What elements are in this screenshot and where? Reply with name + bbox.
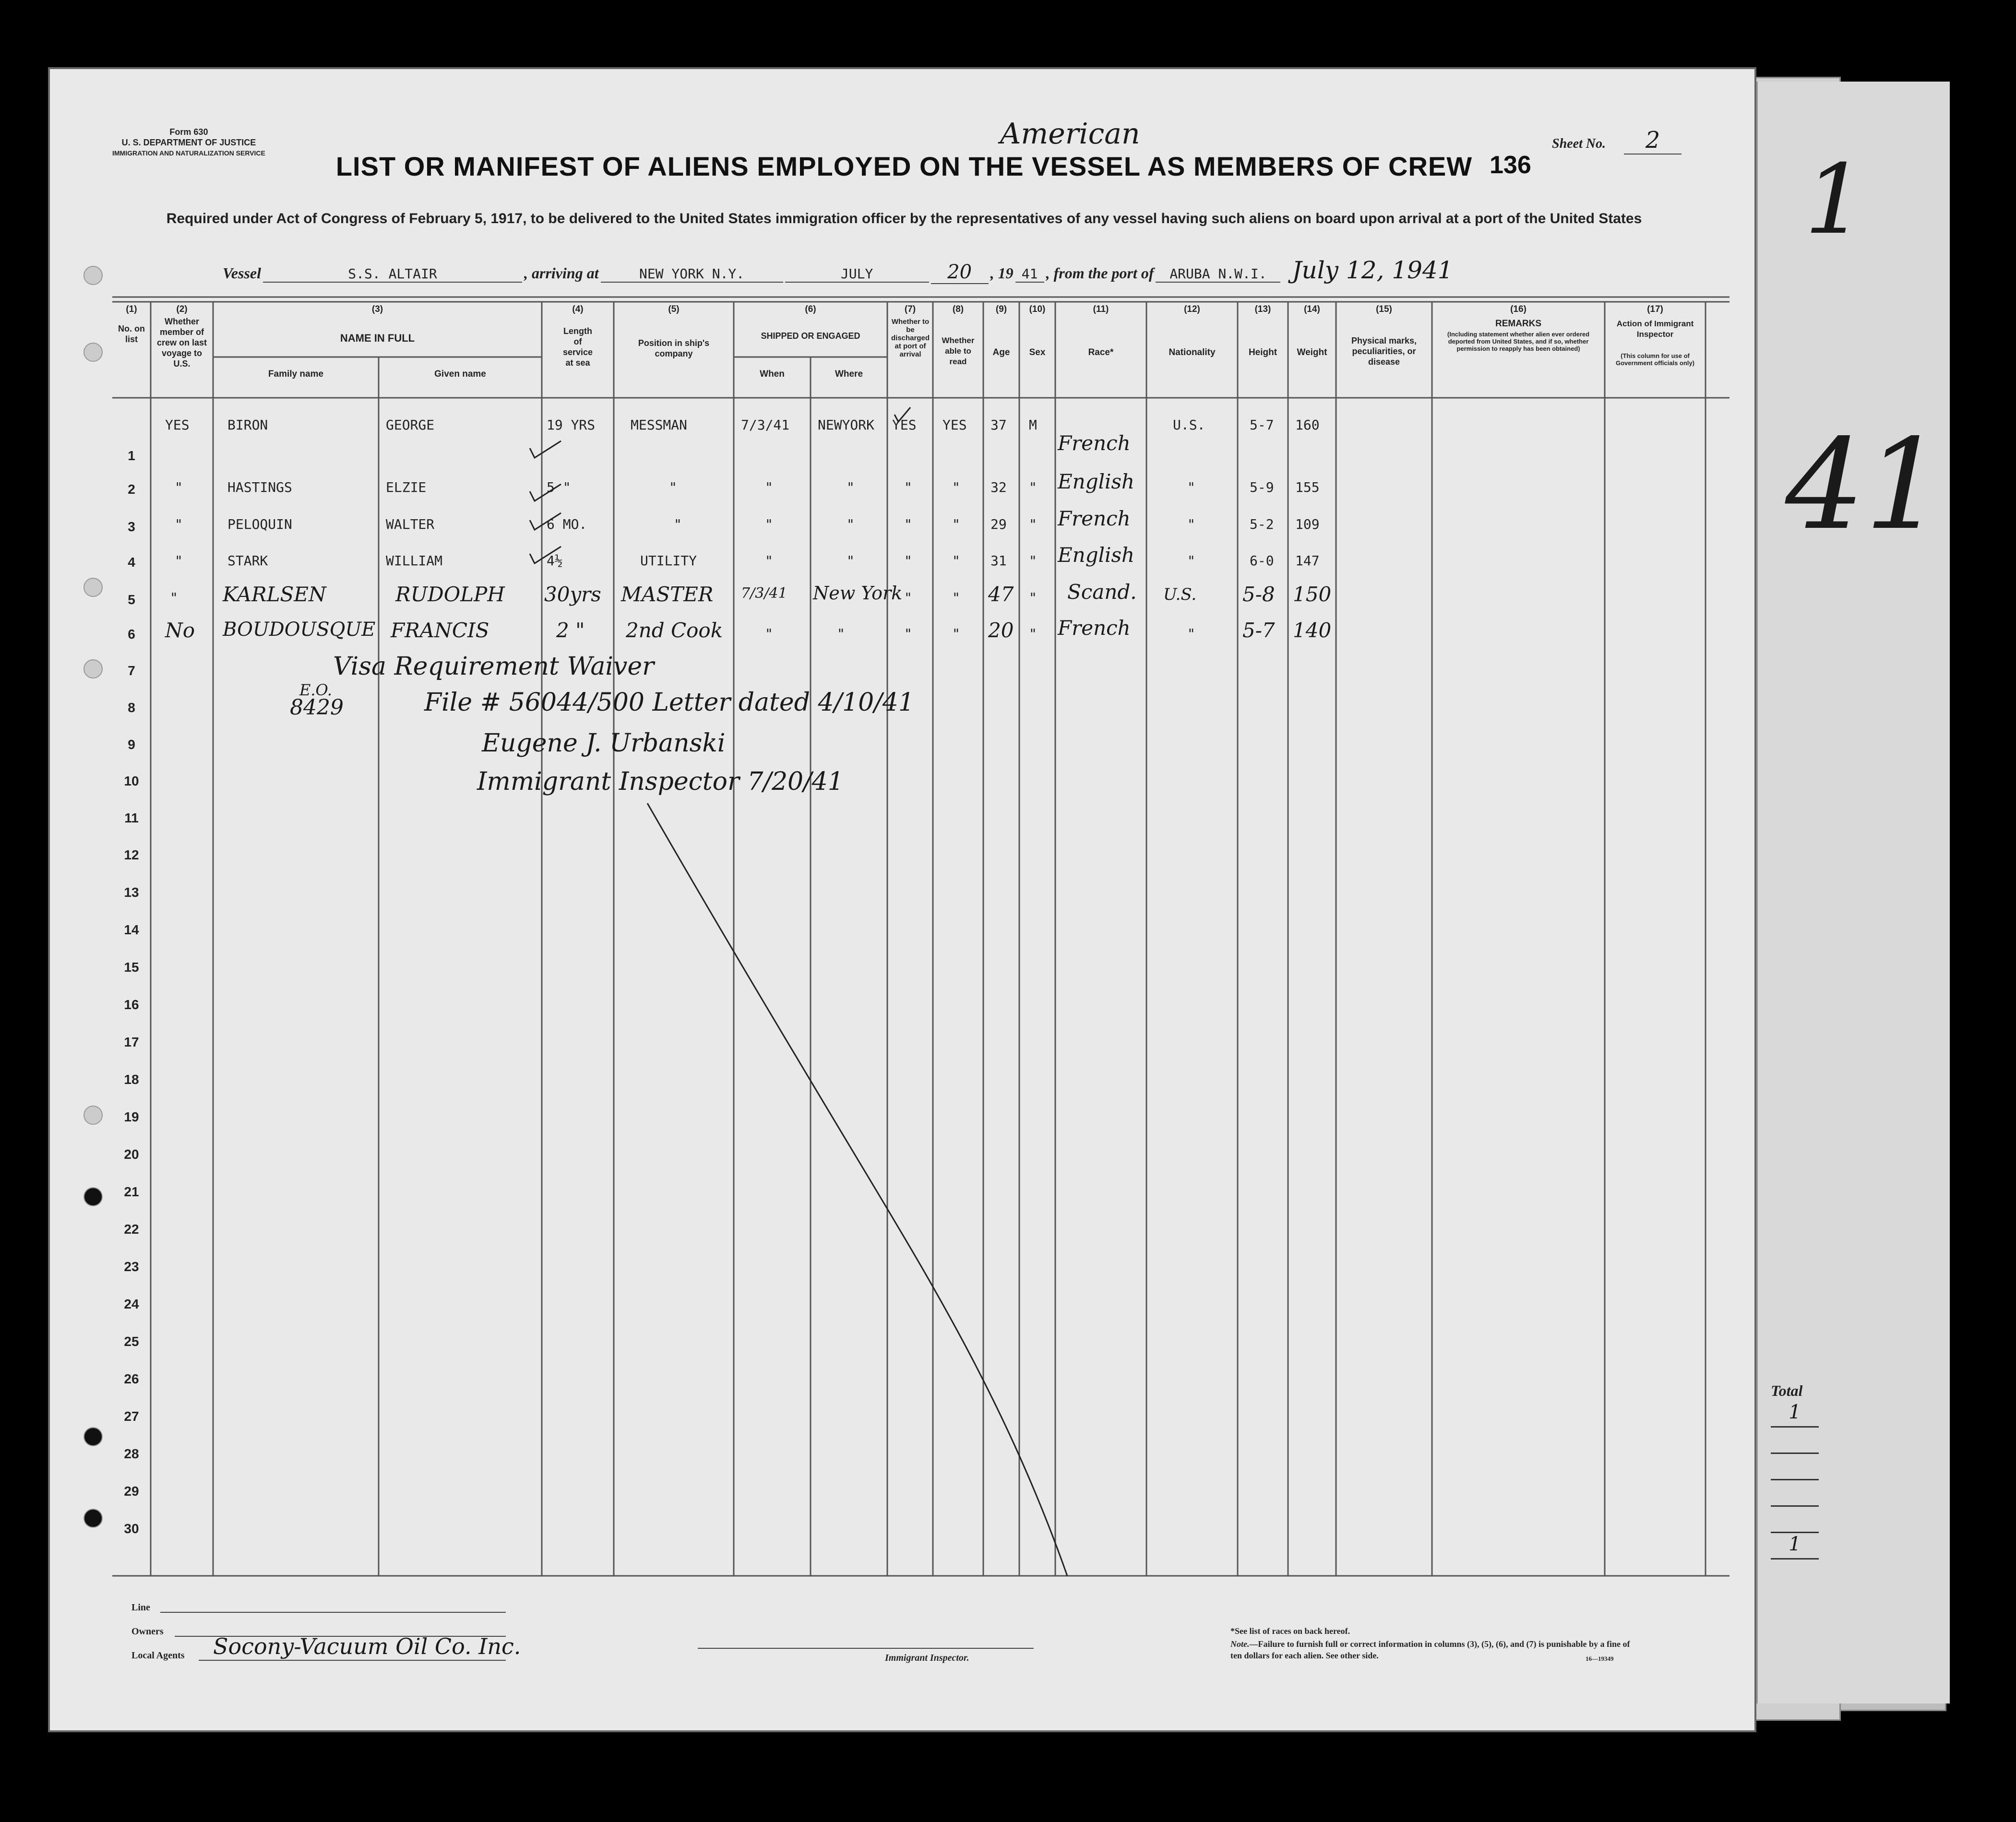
row-2-position: " [669, 479, 677, 495]
row-1-nationality: U.S. [1173, 417, 1205, 433]
row-number: 12 [124, 847, 139, 862]
row-3-when: " [765, 516, 773, 532]
row-4-position: UTILITY [640, 553, 697, 569]
year-prefix: , 19 [990, 264, 1014, 282]
col-5-label: Position in ship's company [638, 338, 710, 358]
row-2-family: HASTINGS [227, 479, 292, 495]
row-3-sex: " [1029, 516, 1037, 532]
tally-4 [1771, 1480, 1819, 1507]
row-4-service: 4½ [547, 553, 563, 569]
row-number: 10 [124, 774, 139, 788]
row-6-sex: " [1029, 626, 1037, 642]
row-number: 3 [128, 519, 135, 534]
col-7-label: Whether to be discharged at port of arrival [891, 318, 930, 358]
col-4-label: Length of service at sea [562, 326, 593, 368]
col-9-label: Age [992, 347, 1010, 357]
row-1-race: French [1058, 431, 1131, 455]
row-1-height: 5-7 [1250, 417, 1274, 433]
row-5-race: Scand. [1067, 580, 1137, 604]
col-10-label: Sex [1029, 347, 1046, 357]
tally-1: 1 [1771, 1401, 1819, 1428]
row-number: 2 [128, 482, 135, 497]
row-1-read: YES [942, 417, 967, 433]
required-statement: Required under Act of Congress of February 5, 1917, to be delivered to the United States immigration officer by the representatives of any vessel having such aliens on board upon arrival at a port of the United States [166, 211, 1642, 226]
col-12-label: Nationality [1169, 347, 1216, 357]
row-1-discharge: YES [892, 417, 917, 433]
arrival-year: 41 [1015, 266, 1044, 283]
row-4-when: " [765, 553, 773, 569]
vessel-name: S.S. ALTAIR [263, 266, 522, 283]
vessel-label: Vessel [223, 264, 261, 282]
inspector-label: Immigrant Inspector. [885, 1653, 969, 1663]
arriving-label: , arriving at [524, 264, 599, 282]
note-label: Note. [1230, 1639, 1250, 1649]
inspector-title-date: Immigrant Inspector 7/20/41 [477, 767, 844, 796]
sheet-label: Sheet No. [1552, 136, 1606, 151]
eo-number: 8429 [290, 695, 344, 720]
row-number: 23 [124, 1259, 139, 1274]
row-5-sex: " [1029, 590, 1037, 606]
row-6-weight: 140 [1293, 619, 1332, 642]
col-17-note: (This column for use of Government officials only) [1616, 352, 1694, 367]
row-number: 5 [128, 592, 135, 607]
row-1-sex: M [1029, 417, 1037, 433]
col-14-label: Weight [1297, 347, 1327, 357]
col-9-num: (9) [995, 304, 1007, 314]
row-2-where: " [847, 479, 855, 495]
col-6-num: (6) [805, 304, 816, 314]
row-4-weight: 147 [1295, 553, 1320, 569]
row-number: 19 [124, 1109, 139, 1124]
row-5-given: RUDOLPH [395, 583, 505, 606]
row-2-read: " [952, 479, 960, 495]
row-number: 25 [124, 1334, 139, 1349]
row-3-where: " [847, 516, 855, 532]
row-number: 21 [124, 1184, 139, 1199]
row-number: 16 [124, 997, 139, 1012]
row-4-given: WILLIAM [386, 553, 443, 569]
row-5-family: KARLSEN [223, 583, 326, 606]
row-5-discharge: " [904, 590, 912, 606]
row-5-where: New York [813, 583, 903, 604]
total-tally [1771, 1401, 1819, 1560]
void-line [647, 803, 1067, 1576]
inspector-signature: Eugene J. Urbanski [482, 729, 726, 758]
col-2-num: (2) [176, 304, 188, 314]
row-2-prev: " [175, 479, 183, 495]
row-2-race: English [1058, 470, 1135, 493]
row-3-read: " [952, 516, 960, 532]
row-4-prev: " [175, 553, 183, 569]
row-number: 13 [124, 885, 139, 900]
row-2-service: 5 " [547, 479, 571, 495]
row-4-where: " [847, 553, 855, 569]
col-11-label: Race* [1088, 347, 1114, 357]
row-2-discharge: " [904, 479, 912, 495]
col-3-family: Family name [268, 369, 324, 379]
row-number: 6 [128, 627, 135, 642]
form-number: Form 630 [169, 127, 208, 137]
page-number: 136 [1490, 151, 1531, 179]
row-6-read: " [952, 626, 960, 642]
tally-6: 1 [1771, 1533, 1819, 1560]
print-code: 16—19349 [1586, 1655, 1614, 1662]
arriving-port: NEW YORK N.Y. [601, 266, 783, 283]
row-1-where: NEWYORK [818, 417, 875, 433]
col-6-when: When [760, 369, 785, 379]
row-5-position: MASTER [621, 583, 714, 606]
col-3-num: (3) [371, 304, 383, 314]
row-4-age: 31 [990, 553, 1007, 569]
row-6-given: FRANCIS [391, 619, 489, 642]
row-3-prev: " [175, 516, 183, 532]
col-2-label: Whether member of crew on last voyage to U.S. [156, 317, 207, 369]
row-number: 20 [124, 1147, 139, 1162]
note-text: —Failure to furnish full or correct information in columns (3), (5), (6), and (7) is punishable by a fine of ten dollars for each alien. See other side. [1230, 1639, 1630, 1660]
eo-label: E.O. [299, 681, 333, 699]
row-1-family: BIRON [227, 417, 268, 433]
row-number: 9 [128, 737, 135, 752]
row-6-age: 20 [988, 619, 1014, 642]
row-number: 8 [128, 700, 135, 715]
total-label: Total [1771, 1382, 1803, 1399]
row-2-given: ELZIE [386, 479, 427, 495]
row-number: 30 [124, 1521, 139, 1536]
visa-waiver-note: Visa Requirement Waiver [333, 652, 655, 681]
row-6-family: BOUDOUSQUE [223, 619, 376, 641]
inspector-field [698, 1648, 1034, 1649]
races-note: *See list of races on back hereof. [1230, 1626, 1350, 1636]
row-number: 28 [124, 1446, 139, 1461]
row-5-nationality: U.S. [1163, 585, 1197, 604]
row-2-weight: 155 [1295, 479, 1320, 495]
manifest-sheet [48, 67, 1756, 1732]
penalty-note [1230, 1638, 1634, 1661]
col-5-num: (5) [668, 304, 680, 314]
manifest-title: LIST OR MANIFEST OF ALIENS EMPLOYED ON THE VESSEL AS MEMBERS OF CREW [335, 151, 1473, 181]
line-field [160, 1612, 506, 1613]
row-1-given: GEORGE [386, 417, 435, 433]
row-4-race: English [1058, 543, 1135, 567]
row-3-service: 6 MO. [547, 516, 587, 532]
row-6-discharge: " [904, 626, 912, 642]
col-11-num: (11) [1093, 304, 1109, 314]
service: IMMIGRATION AND NATURALIZATION SERVICE [112, 149, 265, 157]
col-3-label: NAME IN FULL [340, 332, 415, 344]
row-number: 15 [124, 960, 139, 975]
row-6-prev: No [165, 619, 195, 642]
row-1-age: 37 [990, 417, 1007, 433]
col-16-label: REMARKS [1495, 319, 1542, 329]
row-number: 4 [128, 555, 135, 570]
row-number: 7 [128, 663, 135, 678]
from-port: ARUBA N.W.I. [1156, 266, 1280, 283]
from-port-label: , from the port of [1046, 264, 1154, 282]
row-3-given: WALTER [386, 516, 435, 532]
col-12-num: (12) [1184, 304, 1200, 314]
row-4-family: STARK [227, 553, 268, 569]
col-16-note: (Including statement whether alien ever ordered deported from United States, and if so, whether permission to reapply has been obtained) [1447, 331, 1590, 352]
row-4-read: " [952, 553, 960, 569]
col-17-label: Action of Immigrant Inspector [1616, 319, 1694, 339]
row-number: 18 [124, 1072, 139, 1087]
sheet-number: 2 [1624, 127, 1682, 155]
col-7-num: (7) [904, 304, 916, 314]
row-6-race: French [1058, 616, 1131, 640]
row-6-where: " [837, 626, 845, 642]
local-agents-label: Local Agents [131, 1650, 185, 1661]
col-16-num: (16) [1510, 304, 1527, 314]
row-5-prev: " [170, 590, 178, 606]
arrival-month: JULY [785, 266, 929, 283]
row-2-age: 32 [990, 479, 1007, 495]
row-3-nationality: " [1187, 516, 1195, 532]
col-1-label: No. on list [118, 324, 145, 344]
row-5-age: 47 [988, 583, 1014, 606]
local-agents-value: Socony-Vacuum Oil Co. Inc. [213, 1633, 521, 1659]
row-number: 27 [124, 1409, 139, 1424]
row-1-weight: 160 [1295, 417, 1320, 433]
col-13-num: (13) [1254, 304, 1271, 314]
row-6-position: 2nd Cook [626, 619, 723, 642]
row-3-age: 29 [990, 516, 1007, 532]
departure-date: July 12, 1941 [1292, 256, 1453, 284]
row-number: 29 [124, 1484, 139, 1499]
row-4-height: 6-0 [1250, 553, 1274, 569]
row-6-nationality: " [1187, 626, 1195, 642]
agents-field [199, 1660, 506, 1661]
row-6-service: 2 " [556, 619, 585, 642]
row-1-position: MESSMAN [631, 417, 688, 433]
margin-mark-41: 41 [1785, 413, 1944, 558]
row-4-nationality: " [1187, 553, 1195, 569]
tally-2 [1771, 1428, 1819, 1454]
flag-note: American [1000, 117, 1140, 151]
tally-5 [1771, 1507, 1819, 1533]
row-3-position: " [674, 516, 682, 532]
row-number: 24 [124, 1297, 139, 1311]
row-6-when: " [765, 626, 773, 642]
row-6-height: 5-7 [1242, 619, 1275, 642]
row-number: 11 [124, 810, 139, 825]
col-1-num: (1) [126, 304, 137, 314]
margin-mark-top: 1 [1804, 144, 1866, 256]
row-number: 26 [124, 1371, 139, 1386]
row-2-when: " [765, 479, 773, 495]
col-4-num: (4) [572, 304, 584, 314]
row-4-sex: " [1029, 553, 1037, 569]
row-3-family: PELOQUIN [227, 516, 292, 532]
row-2-sex: " [1029, 479, 1037, 495]
col-15-num: (15) [1376, 304, 1392, 314]
col-17-num: (17) [1647, 304, 1663, 314]
col-6-where: Where [835, 369, 863, 379]
col-10-num: (10) [1029, 304, 1046, 314]
col-3-given: Given name [434, 369, 486, 379]
row-5-weight: 150 [1293, 583, 1332, 606]
line-label: Line [131, 1602, 150, 1613]
col-14-num: (14) [1304, 304, 1320, 314]
row-2-nationality: " [1187, 479, 1195, 495]
row-5-service: 30yrs [544, 583, 601, 606]
row-5-height: 5-8 [1242, 583, 1275, 606]
col-8-num: (8) [952, 304, 964, 314]
owners-label: Owners [131, 1626, 164, 1637]
row-number: 1 [128, 448, 135, 463]
row-4-discharge: " [904, 553, 912, 569]
row-2-height: 5-9 [1250, 479, 1274, 495]
col-6-label: SHIPPED OR ENGAGED [761, 331, 860, 341]
tally-3 [1771, 1454, 1819, 1480]
row-3-height: 5-2 [1250, 516, 1274, 532]
file-reference: File # 56044/500 Letter dated 4/10/41 [424, 688, 914, 717]
row-3-discharge: " [904, 516, 912, 532]
department: U. S. DEPARTMENT OF JUSTICE [121, 138, 256, 147]
arrival-day: 20 [931, 261, 989, 284]
row-5-read: " [952, 590, 960, 606]
row-number: 14 [124, 922, 139, 937]
row-1-prev: YES [165, 417, 190, 433]
row-5-when: 7/3/41 [741, 585, 787, 602]
row-1-service: 19 YRS [547, 417, 596, 433]
row-number: 22 [124, 1222, 139, 1237]
row-number: 17 [124, 1035, 139, 1049]
row-3-weight: 109 [1295, 516, 1320, 532]
row-1-when: 7/3/41 [741, 417, 790, 433]
col-15-label: Physical marks, peculiarities, or disease [1351, 336, 1417, 367]
row-3-race: French [1058, 507, 1131, 530]
col-8-label: Whether able to read [942, 336, 975, 366]
col-13-label: Height [1248, 347, 1277, 357]
